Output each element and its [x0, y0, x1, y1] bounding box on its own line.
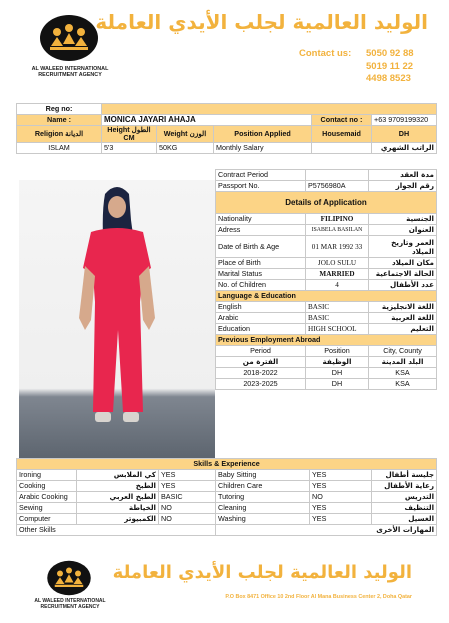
- footer-logo-text: AL WALEED INTERNATIONAL RECRUITMENT AGENCY: [34, 598, 106, 610]
- place-of-birth-value: JOLO SULU: [306, 258, 369, 269]
- logo-text: AL WALEED INTERNATIONAL RECRUITMENT AGENCY: [31, 66, 109, 78]
- english-ar: اللغة الانجليزية: [369, 302, 437, 313]
- details-table: [215, 169, 437, 390]
- language-title: Language & Education: [216, 291, 437, 302]
- address-value: ISABELA BASILAN: [306, 225, 369, 236]
- education-label: Education: [216, 324, 306, 335]
- details-title: Details of Application: [216, 192, 437, 214]
- contact-no-value: +63 9709199320: [372, 115, 437, 126]
- letterhead: [18, 8, 434, 88]
- phone-2: 5019 11 22: [366, 60, 414, 72]
- skill-cooking-value: YES: [159, 481, 216, 492]
- passport-ar: رقم الجواز: [369, 181, 437, 192]
- children-label: No. of Children: [216, 280, 306, 291]
- reg-label: Reg no:: [17, 104, 102, 115]
- name-label: Name :: [17, 115, 102, 126]
- skill-computer-ar: الكمبيوتر: [77, 514, 159, 525]
- city-header-ar: البلد المدينة: [369, 357, 437, 368]
- candidate-name: MONICA JAYARI AHAJA: [102, 115, 312, 126]
- height-value: 5'3: [102, 143, 157, 154]
- nationality-value: FILIPINO: [306, 214, 369, 225]
- contract-period-label: Contract Period: [216, 170, 306, 181]
- skill-tutoring-label: Tutoring: [216, 492, 310, 503]
- position-code: DH: [372, 126, 437, 143]
- employment-period-1: 2018-2022: [216, 368, 306, 379]
- position-header: Position Applied: [214, 126, 312, 143]
- address-label: Adress: [216, 225, 306, 236]
- english-label: English: [216, 302, 306, 313]
- other-skills-label: Other Skills: [17, 525, 216, 536]
- footer-address: P.O Box 8471 Office 10 2nd Floor Al Mana Business Center 2, Doha Qatar: [225, 594, 412, 600]
- footer-agency-logo: [44, 560, 94, 596]
- position-col-header: Position: [306, 346, 369, 357]
- skill-baby-sitting-label: Baby Sitting: [216, 470, 310, 481]
- employment-title: Previous Employment Abroad: [216, 335, 437, 346]
- skill-arabic-cooking-label: Arabic Cooking: [17, 492, 77, 503]
- salary-value: [312, 143, 372, 154]
- skill-arabic-cooking-ar: الطبخ العربي: [77, 492, 159, 503]
- arabic-ar: اللغة العربية: [369, 313, 437, 324]
- skill-computer-label: Computer: [17, 514, 77, 525]
- skill-cooking-label: Cooking: [17, 481, 77, 492]
- salary-label-ar: الراتب الشهري: [372, 143, 437, 154]
- education-ar: التعليم: [369, 324, 437, 335]
- skill-cooking-ar: الطبخ: [77, 481, 159, 492]
- skill-children-care-label: Children Care: [216, 481, 310, 492]
- nationality-label: Nationality: [216, 214, 306, 225]
- skills-table: [16, 458, 437, 536]
- phone-1: 5050 92 88: [366, 48, 414, 59]
- skill-ironing-value: YES: [159, 470, 216, 481]
- skills-title: Skills & Experience: [17, 459, 437, 470]
- dob-label: Date of Birth & Age: [216, 236, 306, 258]
- skill-children-care-ar: رعاية الأطفال: [372, 481, 437, 492]
- reg-value: [102, 104, 437, 115]
- candidate-photo: [19, 180, 215, 458]
- phone-numbers: [366, 48, 414, 86]
- arabic-value: BASIC: [306, 313, 369, 324]
- employment-position-2: DH: [306, 379, 369, 390]
- other-skills-ar: المهارات الأخرى: [216, 525, 437, 536]
- religion-value: ISLAM: [17, 143, 102, 154]
- skill-ironing-ar: كي الملابس: [77, 470, 159, 481]
- skill-baby-sitting-ar: جليسة أطفال: [372, 470, 437, 481]
- employment-city-2: KSA: [369, 379, 437, 390]
- skill-sewing-ar: الخياطة: [77, 503, 159, 514]
- skill-washing-value: YES: [310, 514, 372, 525]
- skill-cleaning-ar: التنظيف: [372, 503, 437, 514]
- contract-period-value: [306, 170, 369, 181]
- skill-cleaning-value: YES: [310, 503, 372, 514]
- arabic-label: Arabic: [216, 313, 306, 324]
- skill-baby-sitting-value: YES: [310, 470, 372, 481]
- passport-label: Passport No.: [216, 181, 306, 192]
- dob-value: 01 MAR 1992 33: [306, 236, 369, 258]
- place-of-birth-label: Place of Birth: [216, 258, 306, 269]
- arabic-agency-name: الوليد العالمية لجلب الأيدي العاملة: [95, 10, 428, 34]
- salary-label: Monthly Salary: [214, 143, 312, 154]
- education-value: HIGH SCHOOL: [306, 324, 369, 335]
- skill-ironing-label: Ironing: [17, 470, 77, 481]
- dob-ar: العمر وتاريخ الميلاد: [369, 236, 437, 258]
- period-header-ar: الفترة من: [216, 357, 306, 368]
- passport-value: P5756980A: [306, 181, 369, 192]
- skill-arabic-cooking-value: BASIC: [159, 492, 216, 503]
- employment-city-1: KSA: [369, 368, 437, 379]
- marital-status-ar: الحالة الاجتماعية: [369, 269, 437, 280]
- employment-position-1: DH: [306, 368, 369, 379]
- position-value: Housemaid: [312, 126, 372, 143]
- period-header: Period: [216, 346, 306, 357]
- marital-status-label: Marital Status: [216, 269, 306, 280]
- english-value: BASIC: [306, 302, 369, 313]
- phone-3: 4498 8523: [366, 73, 411, 84]
- top-info-table: [16, 103, 437, 154]
- children-ar: عدد الأطفال: [369, 280, 437, 291]
- skill-tutoring-value: NO: [310, 492, 372, 503]
- contact-no-label: Contact no :: [312, 115, 372, 126]
- nationality-ar: الجنسية: [369, 214, 437, 225]
- contact-us-label: Contact us:: [299, 48, 352, 59]
- weight-header: Weight الوزن: [157, 126, 214, 143]
- skill-sewing-label: Sewing: [17, 503, 77, 514]
- footer-arabic-agency-name: الوليد العالمية لجلب الأيدي العاملة: [112, 562, 412, 583]
- skill-washing-ar: الغسيل: [372, 514, 437, 525]
- contract-period-ar: مدة العقد: [369, 170, 437, 181]
- children-value: 4: [306, 280, 369, 291]
- marital-status-value: MARRIED: [306, 269, 369, 280]
- position-header-ar: الوظيفة: [306, 357, 369, 368]
- skill-sewing-value: NO: [159, 503, 216, 514]
- employment-period-2: 2023-2025: [216, 379, 306, 390]
- weight-value: 50KG: [157, 143, 214, 154]
- place-of-birth-ar: مكان الميلاد: [369, 258, 437, 269]
- address-ar: العنوان: [369, 225, 437, 236]
- height-header: Height الطول CM: [102, 126, 157, 143]
- skill-children-care-value: YES: [310, 481, 372, 492]
- city-header: City, County: [369, 346, 437, 357]
- skill-cleaning-label: Cleaning: [216, 503, 310, 514]
- footer-letterhead: [18, 556, 434, 612]
- skill-washing-label: Washing: [216, 514, 310, 525]
- religion-header: Religion الديانة: [17, 126, 102, 143]
- skill-tutoring-ar: التدريس: [372, 492, 437, 503]
- skill-computer-value: NO: [159, 514, 216, 525]
- agency-logo: [38, 14, 100, 62]
